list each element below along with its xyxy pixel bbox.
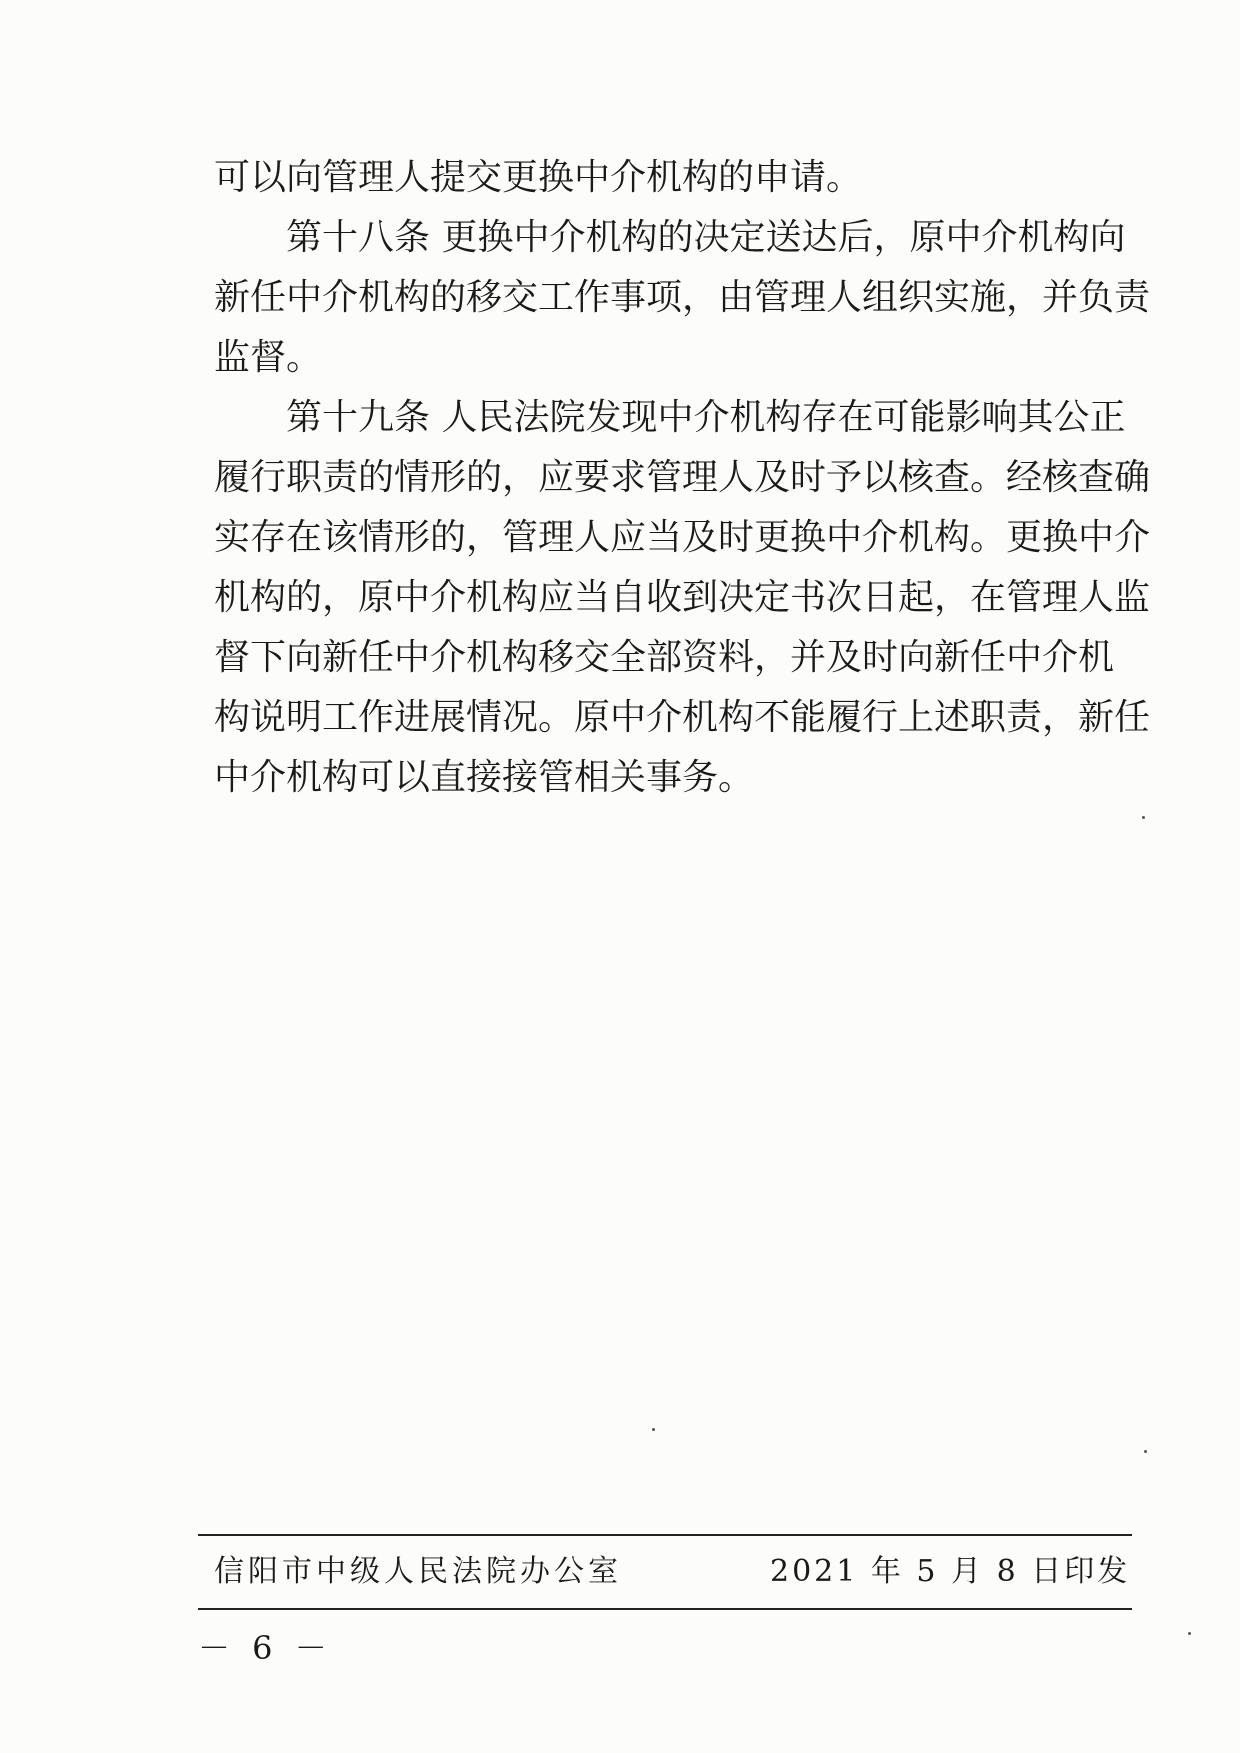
article-19-line-3: 实存在该情形的，管理人应当及时更换中介机构。更换中介 (214, 517, 1151, 558)
scan-speck (652, 1428, 655, 1431)
article-19-line-4: 机构的，原中介机构应当自收到决定书次日起，在管理人监 (214, 577, 1151, 618)
document-body (214, 157, 1151, 818)
scan-speck (1144, 1450, 1147, 1453)
scan-speck (1142, 816, 1145, 819)
article-19-line-7: 中介机构可以直接接管相关事务。 (214, 757, 755, 798)
article-18-line-1: 第十八条 更换中介机构的决定送达后，原中介机构向 (286, 217, 1126, 258)
article-19-line-1: 第十九条 人民法院发现中介机构存在可能影响其公正 (286, 397, 1126, 438)
article-18-line-3: 监督。 (214, 337, 323, 378)
article-19-line-5: 督下向新任中介机构移交全部资料，并及时向新任中介机 (214, 637, 1115, 678)
article-19-line-2: 履行职责的情形的，应要求管理人及时予以核查。经核查确 (214, 457, 1151, 498)
article-18-line-2: 新任中介机构的移交工作事项，由管理人组织实施，并负责 (214, 277, 1151, 318)
article-19-line-6: 构说明工作进展情况。原中介机构不能履行上述职责，新任 (214, 697, 1151, 738)
page-number: － 6 － (198, 1629, 333, 1667)
scan-speck (1188, 1632, 1191, 1635)
issuing-office: 信阳市中级人民法院办公室 (214, 1554, 622, 1589)
article-17-continuation: 可以向管理人提交更换中介机构的申请。 (214, 157, 863, 198)
issue-date: 2021 年 5 月 8 日印发 (770, 1554, 1131, 1589)
footer-top-rule (198, 1534, 1132, 1536)
footer-bottom-rule (198, 1608, 1132, 1610)
